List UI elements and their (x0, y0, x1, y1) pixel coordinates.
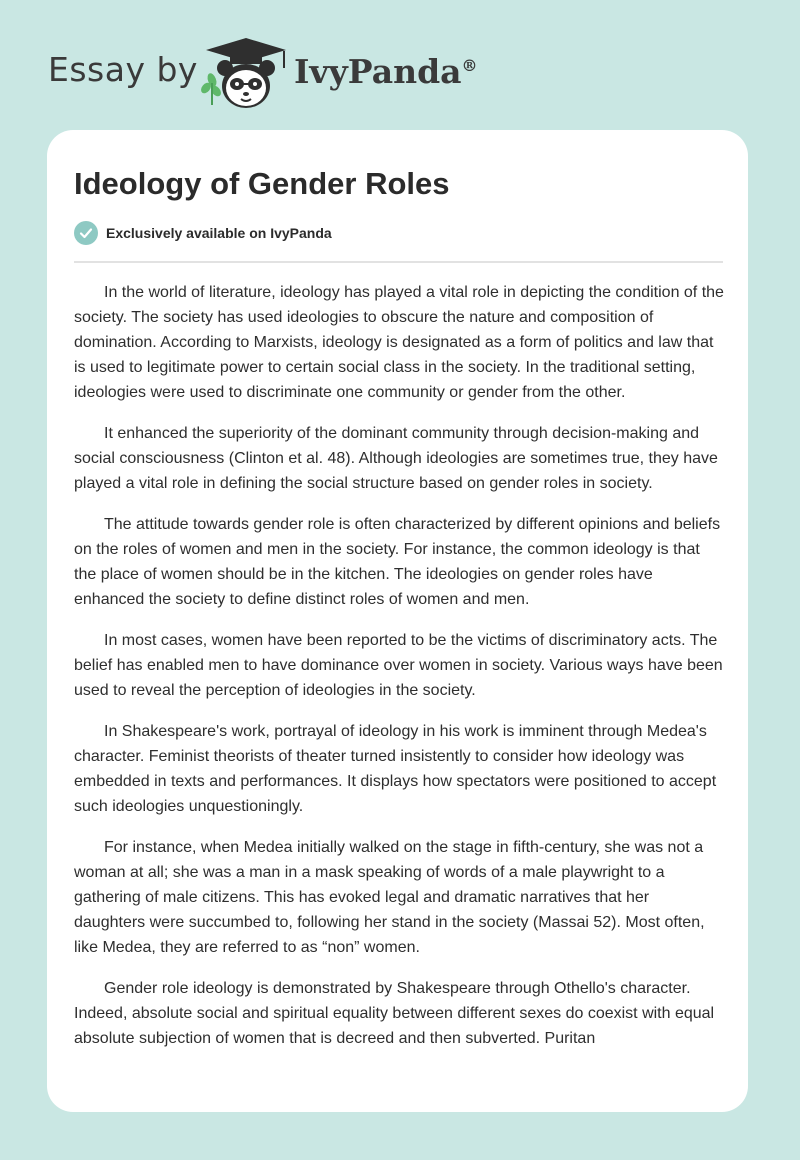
divider (74, 261, 723, 263)
paragraph: For instance, when Medea initially walked on the stage in fifth-century, she was not a woman at all; she was a man in a mask speaking of words of a male playwright to a gathering of male citizens. This has evoked legal and dramatic narratives that her daughters were succumbed to, following her stand in the society (Massai 52). Most often, like Medea, they are referred to as “non” women. (74, 839, 705, 956)
site-header (0, 0, 800, 130)
paragraph: In Shakespeare's work, portrayal of ideology in his work is imminent through Medea's character. Feminist theorists of theater turned insistently to consider how ideology was embedded in texts and performances. It displays how spectators were positioned to accept such ideologies unquestioningly. (74, 723, 717, 815)
leaf-sprig (200, 72, 223, 105)
essay-body (74, 280, 724, 1067)
paragraph: In most cases, women have been reported to be the victims of discriminatory acts. The belief has enabled men to have dominance over women in society. Various ways have been used to reveal the perception of ideologies in the society. (74, 632, 723, 699)
brand-name[interactable] (294, 52, 478, 91)
paragraph: In the world of literature, ideology has played a vital role in depicting the condition of the society. The society has used ideologies to obscure the nature and composition of domination. According to Marxists, ideology is designated as a form of politics and law that is used to legitimate power to certain social class in the society. In the traditional setting, ideologies were used to discriminate one community or gender from the other. (74, 284, 724, 401)
page-title: Ideology of Gender Roles (74, 166, 450, 201)
exclusive-label: Exclusively available on IvyPanda (106, 225, 332, 241)
panda-graduate-icon[interactable] (200, 36, 292, 112)
exclusive-notice (74, 221, 332, 245)
brand-text: IvyPanda (294, 52, 462, 91)
paragraph: Gender role ideology is demonstrated by Shakespeare through Othello's character. Indeed, absolute social and spiritual equality between different sexes do coexist with equal absolute subjection of women that is decreed and then subverted. Puritan (74, 980, 715, 1047)
essay-card (47, 130, 748, 1112)
paragraph: It enhanced the superiority of the dominant community through decision-making and social consciousness (Clinton et al. 48). Although ideologies are sometimes true, they have played a vital role in defining the social structure based on gender roles in society. (74, 425, 718, 492)
registered-mark: ® (461, 56, 478, 75)
check-icon (74, 221, 98, 245)
essay-by-label: Essay by (48, 50, 198, 89)
paragraph: The attitude towards gender role is often characterized by different opinions and beliefs on the roles of women and men in the society. For instance, the common ideology is that the place of women should be in the kitchen. The ideologies on gender roles have enhanced the society to define distinct roles of women and men. (74, 516, 721, 608)
